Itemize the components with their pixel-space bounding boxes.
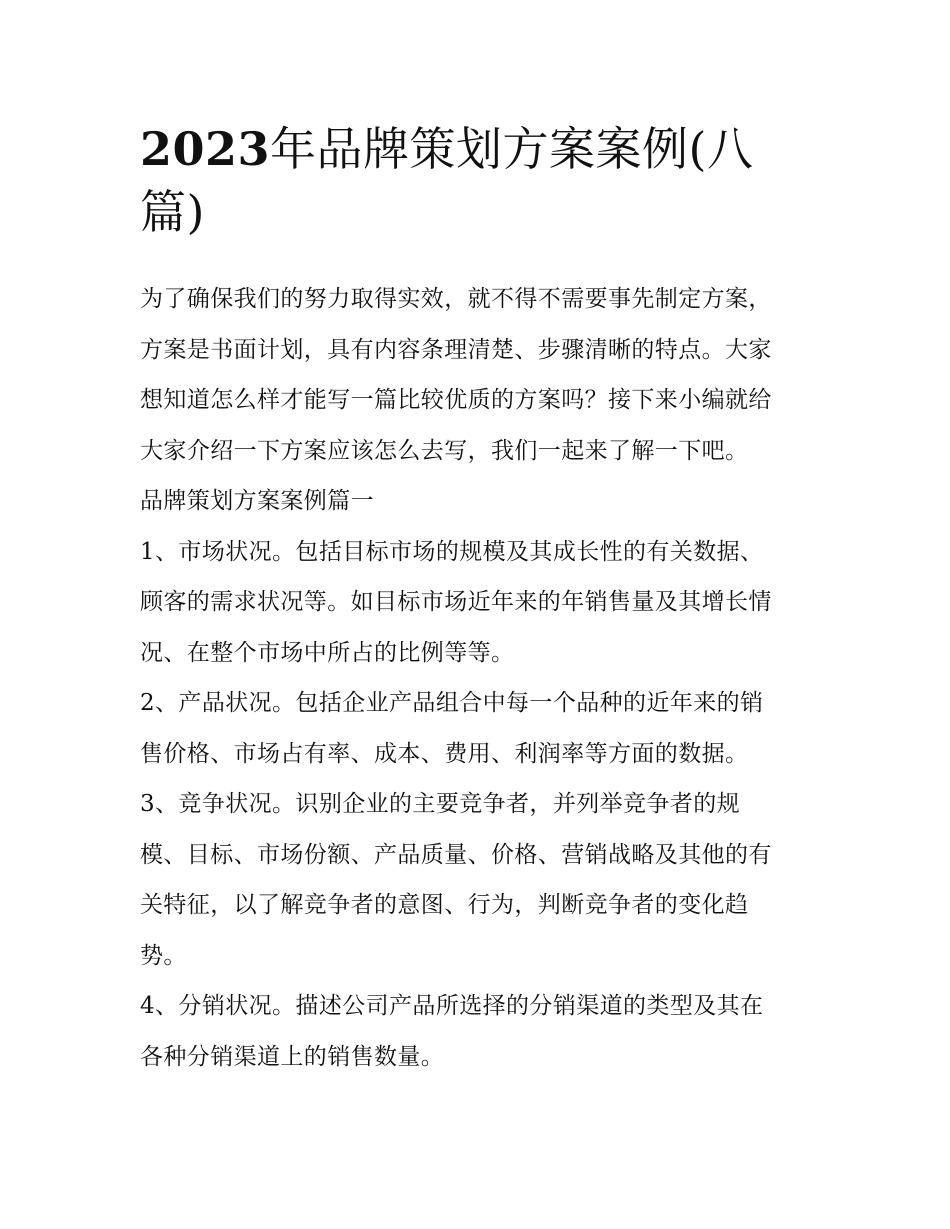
item-line: 各种分销渠道上的销售数量。 xyxy=(140,1043,445,1070)
item-line: 况、在整个市场中所占的比例等等。 xyxy=(140,639,515,666)
item-line: 顾客的需求状况等。如目标市场近年来的年销售量及其增长情 xyxy=(140,589,772,615)
intro-line: 为了确保我们的努力取得实效，就不得不需要事先制定方案， xyxy=(140,286,772,312)
item-line: 2、产品状况。包括企业产品组合中每一个品种的近年来的销 xyxy=(140,690,764,716)
item-line: 3、竞争状况。识别企业的主要竞争者，并列举竞争者的规 xyxy=(140,791,741,817)
item-line: 1、市场状况。包括目标市场的规模及其成长性的有关数据、 xyxy=(140,538,764,565)
title-text-line2: 篇) xyxy=(140,185,205,239)
document-body xyxy=(140,274,820,1082)
item-line: 关特征，以了解竞争者的意图、行为，判断竞争者的变化趋 xyxy=(140,892,749,918)
document-page xyxy=(140,118,820,1082)
item-line: 售价格、市场占有率、成本、费用、利润率等方面的数据。 xyxy=(140,740,749,767)
item-line: 4、分销状况。描述公司产品所选择的分销渠道的类型及其在 xyxy=(140,993,764,1019)
intro-line: 大家介绍一下方案应该怎么去写，我们一起来了解一下吧。 xyxy=(140,437,749,464)
item-line: 势。 xyxy=(140,942,187,969)
list-item-market xyxy=(140,527,820,679)
title-year: 2023 xyxy=(140,122,271,176)
list-item-product xyxy=(140,678,820,779)
intro-line: 想知道怎么样才能写一篇比较优质的方案吗？接下来小编就给 xyxy=(140,387,772,413)
section-heading-text: 品牌策划方案案例篇一 xyxy=(140,488,374,514)
intro-line: 方案是书面计划，具有内容条理清楚、步骤清晰的特点。大家 xyxy=(140,336,772,363)
intro-paragraph xyxy=(140,274,820,476)
title-text-line1: 年品牌策划方案案例(八 xyxy=(270,122,754,176)
item-line: 模、目标、市场份额、产品质量、价格、营销战略及其他的有 xyxy=(140,841,772,868)
section-heading xyxy=(140,476,820,527)
document-title xyxy=(140,118,820,244)
list-item-distribution xyxy=(140,981,820,1082)
list-item-competition xyxy=(140,779,820,981)
